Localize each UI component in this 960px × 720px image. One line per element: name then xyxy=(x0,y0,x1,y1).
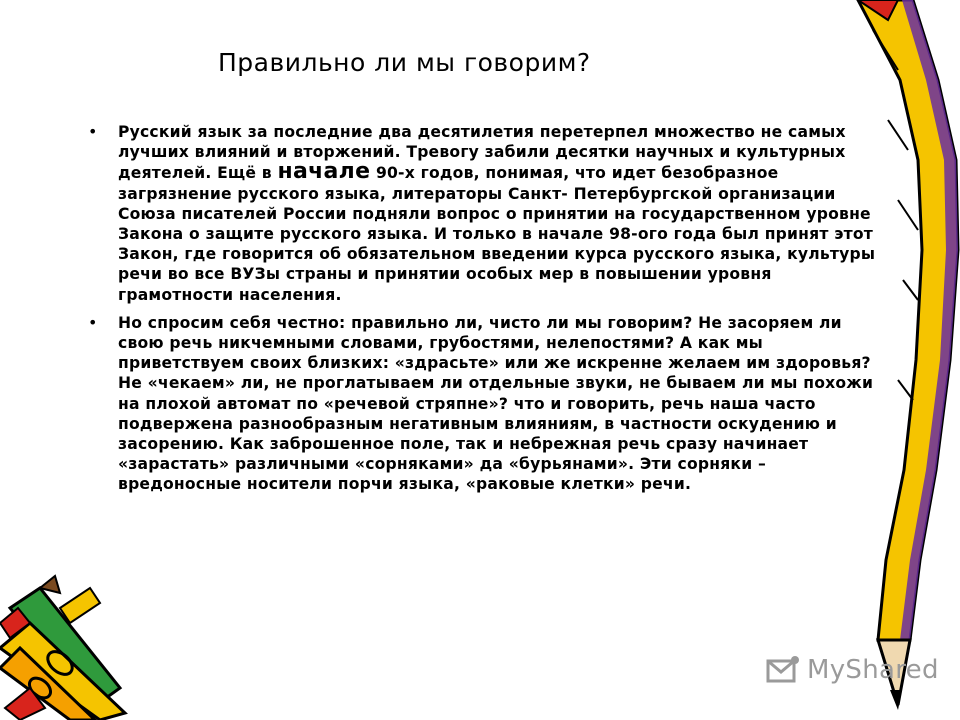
watermark xyxy=(765,652,939,688)
mail-icon xyxy=(765,652,801,688)
bullet-marker: • xyxy=(88,312,98,332)
bullet-marker: • xyxy=(88,122,98,141)
list-item xyxy=(88,313,878,495)
bullet-text xyxy=(118,122,878,305)
emphasis-word: начале xyxy=(277,159,371,185)
pencil-icon xyxy=(818,0,960,720)
bullet-text: Но спросим себя честно: правильно ли, чисто ли мы говорим? Не засоряем ли свою речь никчемными словами, грубостями, нелепостями? А как мы приветствуем своих близких: «здрасьте» или же искренне желаем им здоровья? Не «чекаем» ли, не проглатываем ли отдельные звуки, не бываем ли мы похожи на плохой автомат по «речевой стряпне»? что и говорить, речь наша часто подвержена разнообразным негативным влияниям, в частности оскудению и засорению. Как заброшенное поле, так и небрежная речь сразу начинает «зарастать» различными «сорняками» да «бурьянами». Эти сорняки – вредоносные носители порчи языка, «раковые клетки» речи. xyxy=(118,313,874,494)
crayons-icon xyxy=(0,568,150,720)
list-item xyxy=(88,122,878,305)
bullet-text-part: 90-х годов, понимая, что идет безобразное загрязнение русского языка, литераторы Санкт- Петербургской организации Союза писателей России подняли вопрос о принятии на государственном уровне Закона о защите русского языка. И только в начале 98-ого года был принят этот Закон, где говорится об обязательном введении курса русского языка, культуры речи во все ВУЗы страны и принятии особых мер в повышении уровня грамотности населения. xyxy=(118,164,876,304)
slide-body xyxy=(88,122,878,495)
watermark-text: MyShared xyxy=(807,655,939,685)
slide-title: Правильно ли мы говорим? xyxy=(218,48,591,77)
bullet-text-part: Русский язык за последние два десятилетия перетерпел множество не самых лучших влияний и вторжений. Тревогу забили десятки научных и культурных деятелей. Ещё в xyxy=(118,123,846,183)
